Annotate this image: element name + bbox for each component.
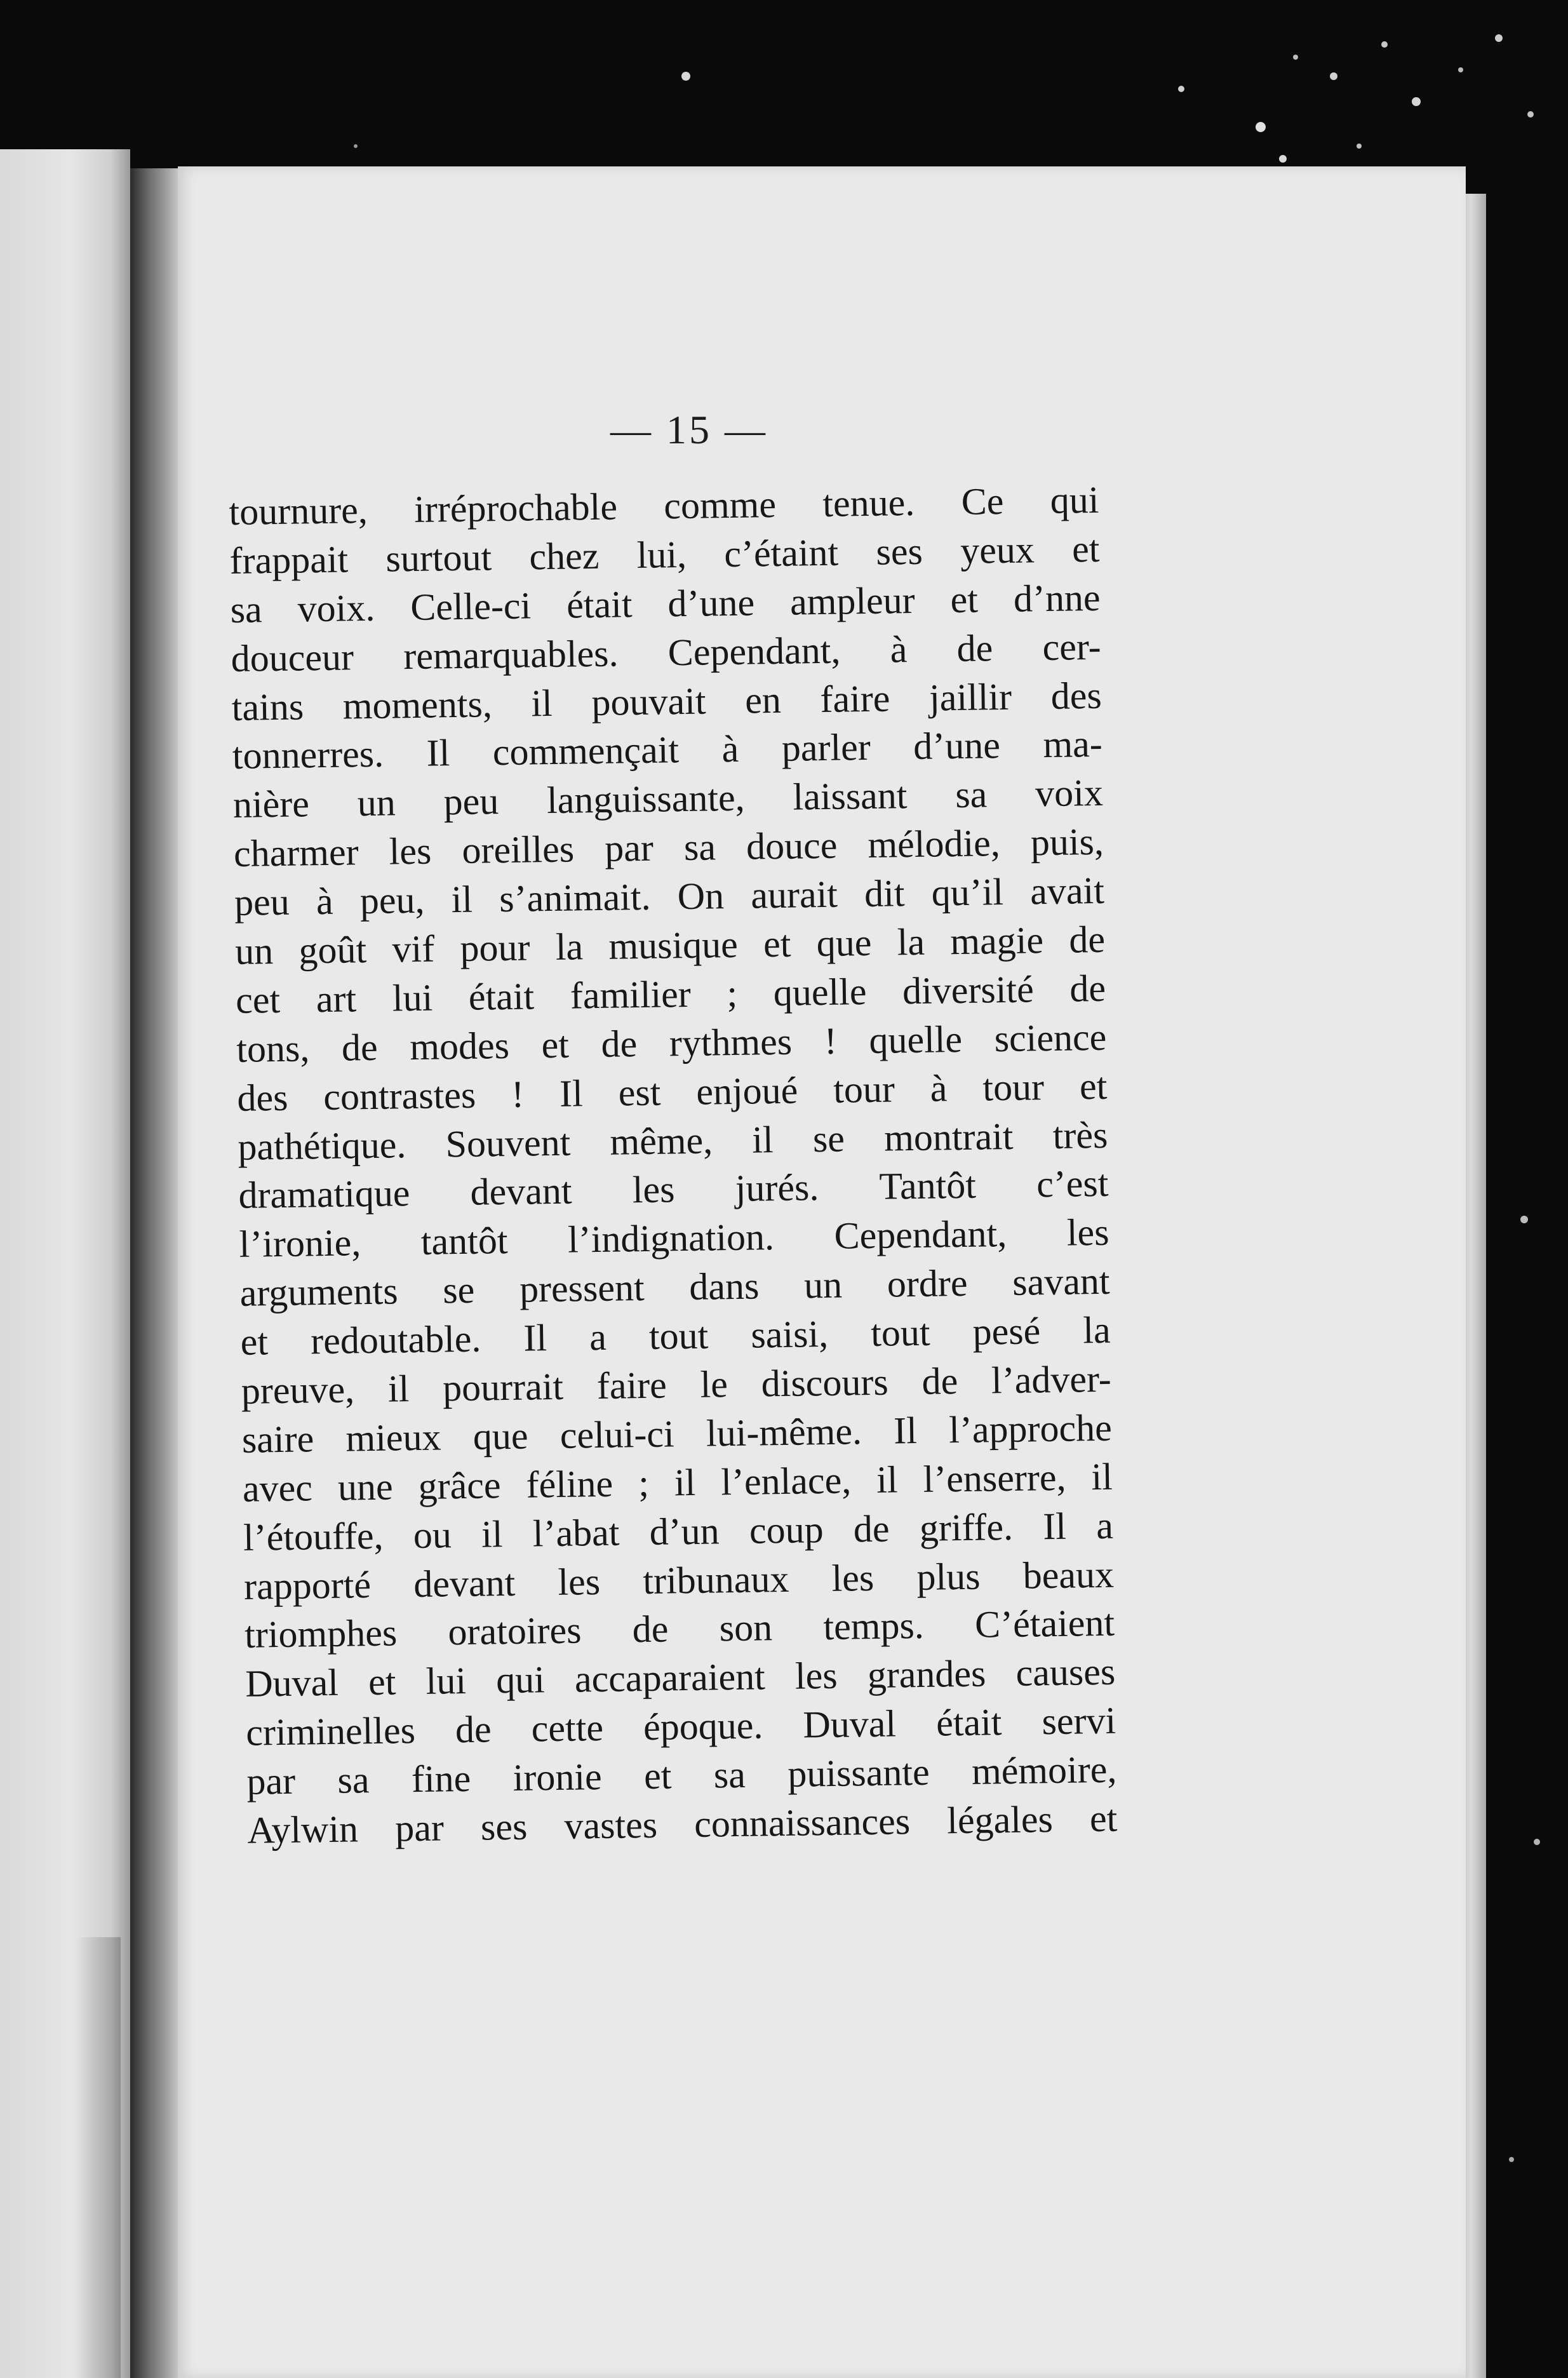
text-line: par sa fine ironie et sa puissante mémoire,: [246, 1748, 1117, 1803]
text-line: peu à peu, il s’animait. On aurait dit qu’il avait: [234, 869, 1105, 924]
text-line: Duval et lui qui accaparaient les grandes causes: [245, 1651, 1116, 1705]
text-line: un goût vif pour la musique et que la magie de: [234, 918, 1106, 972]
text-line: preuve, il pourrait faire le discours de l’adver-: [241, 1357, 1112, 1412]
text-line: l’étouffe, ou il l’abat d’un coup de griffe. Il a: [243, 1504, 1114, 1559]
text-line: sa voix. Celle-ci était d’une ampleur et d’nne: [230, 576, 1101, 631]
text-line: cet art lui était familier ; quelle diversité de: [235, 967, 1106, 1021]
text-line: tonnerres. Il commençait à parler d’une ma-: [232, 723, 1103, 777]
text-line: dramatique devant les jurés. Tantôt c’est: [238, 1162, 1109, 1217]
page-body-text: [229, 476, 1118, 1855]
text-line: et redoutable. Il a tout saisi, tout pesé la: [240, 1308, 1111, 1364]
text-line: charmer les oreilles par sa douce mélodie, puis,: [233, 821, 1104, 875]
page-number: — 15 —: [610, 407, 768, 452]
text-line: saire mieux que celui-ci lui-même. Il l’approche: [241, 1406, 1113, 1461]
text-line: nière un peu languissante, laissant sa voix: [232, 772, 1104, 826]
text-line: tournure, irréprochable comme tenue. Ce qui: [229, 478, 1099, 533]
text-line: rapporté devant les tribunaux les plus beaux: [243, 1553, 1115, 1608]
text-line: tains moments, il pouvait en faire jaillir des: [231, 674, 1102, 729]
text-line: tons, de modes et de rythmes ! quelle science: [236, 1016, 1107, 1070]
text-line: arguments se pressent dans un ordre savant: [239, 1260, 1110, 1315]
text-line: l’ironie, tantôt l’indignation. Cependant, les: [239, 1211, 1109, 1266]
text-line: pathétique. Souvent même, il se montrait très: [238, 1113, 1108, 1168]
text-line: des contrastes ! Il est enjoué tour à tour et: [236, 1065, 1108, 1119]
text-line: criminelles de cette époque. Duval était servi: [245, 1699, 1116, 1754]
text-line: douceur remarquables. Cependant, à de cer-: [231, 625, 1102, 680]
text-line: triomphes oratoires de son temps. C’étaient: [244, 1602, 1115, 1656]
left-page-shadow: [76, 1937, 121, 2378]
book-gutter: [130, 168, 178, 2378]
text-line: avec une grâce féline ; il l’enlace, il l’enserre, il: [242, 1455, 1113, 1510]
text-line: Aylwin par ses vastes connaissances légales et: [247, 1797, 1118, 1851]
text-line: frappait surtout chez lui, c’étaint ses yeux et: [229, 527, 1100, 582]
